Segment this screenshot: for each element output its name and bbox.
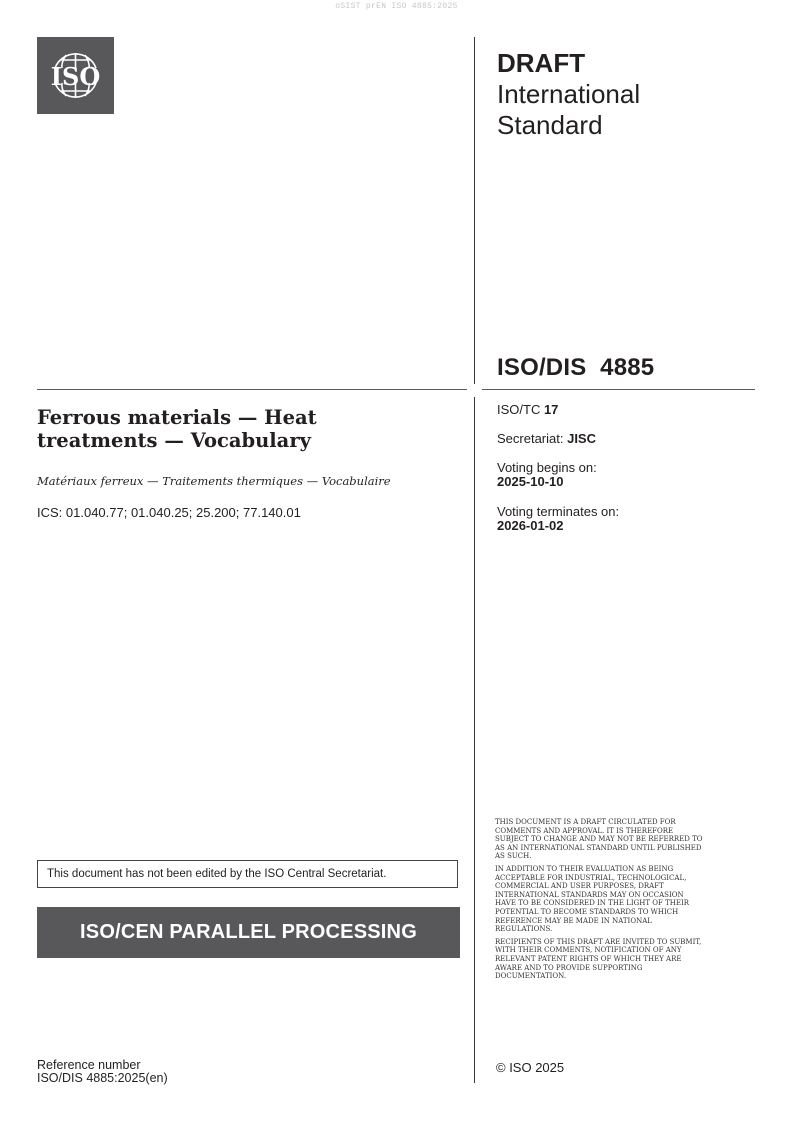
voting-begins-label: Voting begins on:: [497, 460, 597, 475]
english-title-line1: Ferrous materials — Heat: [37, 406, 317, 429]
tc-label: ISO/TC: [497, 402, 544, 417]
vertical-divider-top: [474, 37, 475, 384]
svg-text:ISO: ISO: [50, 62, 101, 91]
secretariat-label: Secretariat:: [497, 431, 568, 446]
horizontal-divider-right: [482, 389, 755, 390]
not-edited-notice: This document has not been edited by the ISO Central Secretariat.: [37, 860, 458, 888]
secretariat: [497, 432, 596, 446]
standard-label: Standard: [497, 110, 603, 140]
horizontal-divider-left: [37, 389, 467, 390]
voting-terminates-date: 2026-01-02: [497, 518, 564, 533]
reference-number: [37, 1059, 168, 1085]
vertical-divider-bottom: [474, 397, 475, 1083]
voting-terminates: [497, 505, 619, 533]
iso-logo: [37, 37, 114, 114]
technical-committee: [497, 403, 558, 417]
disclaimer-paragraph-3: RECIPIENTS OF THIS DRAFT ARE INVITED TO SUBMIT, WITH THEIR COMMENTS, NOTIFICATION OF ANY RELEVANT PATENT RIGHTS OF WHICH THEY ARE AWARE AND TO PROVIDE SUPPORTING DOCUMENTATION.: [495, 937, 702, 981]
voting-terminates-label: Voting terminates on:: [497, 504, 620, 519]
watermark: oSIST prEN ISO 4885:2025: [335, 2, 458, 11]
english-title: [37, 406, 457, 452]
draft-label: DRAFT: [497, 48, 586, 78]
secretariat-value: JISC: [567, 431, 596, 446]
parallel-processing-banner: ISO/CEN PARALLEL PROCESSING: [37, 907, 460, 958]
international-label: International: [497, 79, 641, 109]
disclaimer-paragraph-2: IN ADDITION TO THEIR EVALUATION AS BEING ACCEPTABLE FOR INDUSTRIAL, TECHNOLOGICAL, COMMERCIAL AND USER PURPOSES, DRAFT INTERNATIONAL STANDARDS MAY ON OCCASION HAVE TO BE CONSIDERED IN THE LIGHT OF THEIR POTENTIAL TO BECOME STANDARDS TO WHICH REFERENCE MAY BE MADE IN NATIONAL REGULATIONS.: [495, 864, 690, 934]
voting-begins-date: 2025-10-10: [497, 474, 564, 489]
draft-heading: [497, 48, 640, 141]
english-title-line2: treatments — Vocabulary: [37, 429, 311, 452]
disclaimer-paragraph-1: THIS DOCUMENT IS A DRAFT CIRCULATED FOR COMMENTS AND APPROVAL. IT IS THEREFORE SUBJECT TO CHANGE AND MAY NOT BE REFERRED TO AS AN INTERNATIONAL STANDARD UNTIL PUBLISHED AS SUCH.: [495, 818, 703, 861]
draft-disclaimer: [495, 818, 705, 985]
iso-globe-logo-icon: [37, 37, 114, 114]
document-number: ISO/DIS 4885: [497, 354, 655, 381]
reference-value: ISO/DIS 4885:2025(en): [37, 1071, 168, 1085]
voting-begins: [497, 461, 597, 489]
copyright: © ISO 2025: [496, 1060, 565, 1075]
tc-value: 17: [543, 402, 559, 417]
ics-codes: ICS: 01.040.77; 01.040.25; 25.200; 77.140.01: [37, 505, 301, 520]
french-title: Matériaux ferreux — Traitements thermiques — Vocabulaire: [37, 474, 391, 488]
reference-label: Reference number: [37, 1058, 141, 1072]
